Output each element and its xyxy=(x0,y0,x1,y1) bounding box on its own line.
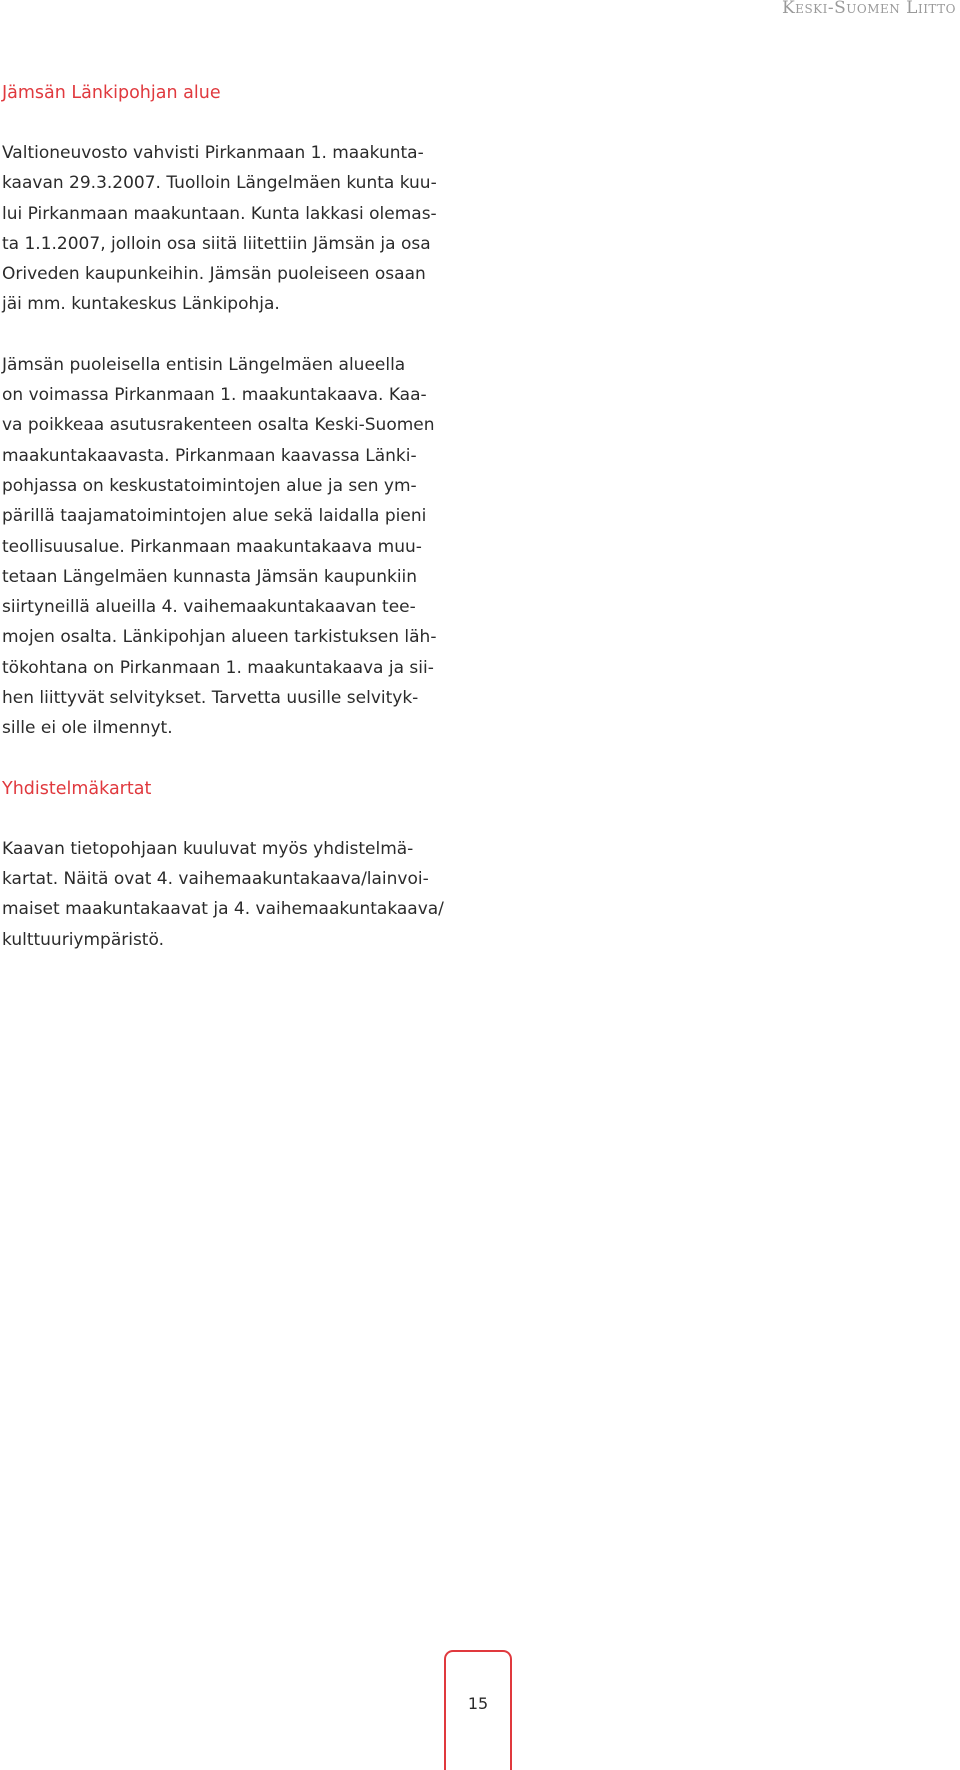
text-line: maakuntakaavasta. Pirkanmaan kaavassa Länki- xyxy=(2,445,417,466)
text-line: on voimassa Pirkanmaan 1. maakuntakaava. Kaa- xyxy=(2,385,427,406)
paragraph-spacer xyxy=(2,320,442,350)
section-heading-yhdistelmakartat: Yhdistelmäkartat xyxy=(2,778,152,799)
text-line: va poikkeaa asutusrakenteen osalta Keski-Suomen xyxy=(2,415,435,436)
paragraph-lankipohja-intro xyxy=(2,138,442,320)
text-line: Oriveden kaupunkeihin. Jämsän puoleiseen osaan xyxy=(2,264,426,285)
text-line: pohjassa on keskustatoimintojen alue ja sen ym- xyxy=(2,475,417,496)
section-heading-lankipohja: Jämsän Länkipohjan alue xyxy=(2,83,221,103)
text-line: tetaan Längelmäen kunnasta Jämsän kaupunkiin xyxy=(2,566,418,587)
text-line: Kaavan tietopohjaan kuuluvat myös yhdistelmä- xyxy=(2,838,414,859)
text-line: sille ei ole ilmennyt. xyxy=(2,718,173,739)
text-line: teollisuusalue. Pirkanmaan maakuntakaava muu- xyxy=(2,536,422,557)
text-line: tökohtana on Pirkanmaan 1. maakuntakaava ja sii- xyxy=(2,657,434,678)
text-line: Jämsän puoleisella entisin Längelmäen alueella xyxy=(2,354,406,375)
text-line: Valtioneuvosto vahvisti Pirkanmaan 1. maakunta- xyxy=(2,143,424,163)
paragraph-lankipohja-plan xyxy=(2,350,442,744)
text-line: kaavan 29.3.2007. Tuolloin Längelmäen kunta kuu- xyxy=(2,173,437,194)
text-line: maiset maakuntakaavat ja 4. vaihemaakuntakaava/ xyxy=(2,899,444,920)
text-line: siirtyneillä alueilla 4. vaihemaakuntakaavan tee- xyxy=(2,597,416,618)
paragraph-yhdistelmakartat xyxy=(2,834,442,955)
text-line: mojen osalta. Länkipohjan alueen tarkistuksen läh- xyxy=(2,627,437,648)
text-line: jäi mm. kuntakeskus Länkipohja. xyxy=(2,294,280,315)
text-line: ta 1.1.2007, jolloin osa siitä liitettiin Jämsän ja osa xyxy=(2,233,431,254)
text-line: kulttuuriympäristö. xyxy=(2,929,164,950)
text-line: pärillä taajamatoimintojen alue sekä laidalla pieni xyxy=(2,506,427,527)
page-number-tab xyxy=(444,1650,512,1770)
text-line: lui Pirkanmaan maakuntaan. Kunta lakkasi olemas- xyxy=(2,203,437,224)
text-line: kartat. Näitä ovat 4. vaihemaakuntakaava/lainvoi- xyxy=(2,868,429,889)
text-line: hen liittyvät selvitykset. Tarvetta uusille selvityk- xyxy=(2,688,419,709)
running-header: Keski-Suomen Liitto xyxy=(781,0,956,18)
page-number: 15 xyxy=(467,1694,489,1713)
document-body xyxy=(2,78,442,955)
